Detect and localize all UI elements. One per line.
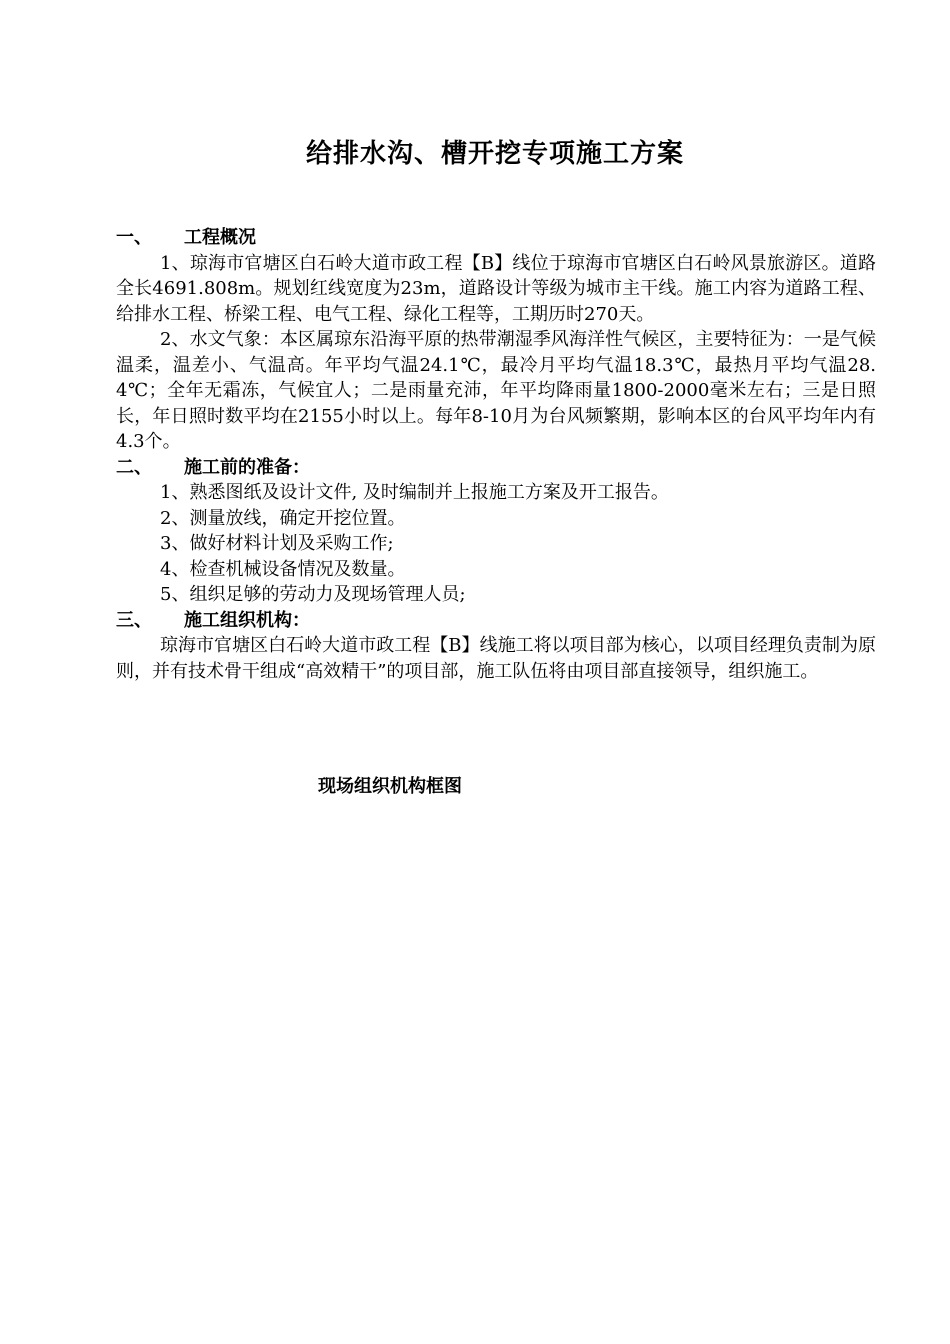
section-number: 一、	[116, 227, 152, 248]
section-title: 工程概况	[184, 227, 256, 248]
section-number: 二、	[116, 456, 152, 478]
paragraph: 1、琼海市官塘区白石岭大道市政工程【B】线位于琼海市官塘区白石岭风景旅游区。道路全长4691.808m。规划红线宽度为23m，道路设计等级为城市主干线。施工内容为道路工程、给排水工程、桥梁工程、电气工程、绿化工程等，工期历时270天。	[116, 252, 876, 325]
list-item: 5、组织足够的劳动力及现场管理人员;	[160, 584, 466, 605]
section-title: 施工前的准备：	[184, 456, 310, 478]
list-item: 2、测量放线，确定开挖位置。	[160, 507, 406, 529]
section-organization	[116, 608, 876, 685]
chart-caption: 现场组织机构框图	[318, 776, 462, 797]
section-heading	[116, 455, 876, 481]
section-number: 三、	[116, 609, 152, 631]
paragraph: 琼海市官塘区白石岭大道市政工程【B】线施工将以项目部为核心，以项目经理负责制为原则，并有技术骨干组成“高效精干”的项目部，施工队伍将由项目部直接领导，组织施工。	[116, 635, 876, 682]
section-preparation	[116, 455, 876, 608]
list-item: 1、熟悉图纸及设计文件, 及时编制并上报施工方案及开工报告。	[160, 482, 669, 503]
list-item: 3、做好材料计划及采购工作;	[160, 533, 394, 554]
document-body	[116, 225, 876, 684]
list-item: 4、检查机械设备情况及数量。	[160, 558, 406, 580]
section-heading	[116, 608, 876, 634]
paragraph: 2、水文气象：本区属琼东沿海平原的热带潮湿季风海洋性气候区，主要特征为：一是气候温柔，温差小、气温高。年平均气温24.1℃，最冷月平均气温18.3℃，最热月平均气温28.4℃；全年无霜冻，气候宜人；二是雨量充沛，年平均降雨量1800-2000毫米左右；三是日照长，年日照时数平均在2155小时以上。每年8-10月为台风频繁期，影响本区的台风平均年内有4.3个。	[116, 329, 876, 452]
section-heading	[116, 225, 876, 251]
section-overview	[116, 225, 876, 455]
document-title: 给排水沟、槽开挖专项施工方案	[305, 139, 684, 169]
section-title: 施工组织机构：	[184, 609, 310, 631]
